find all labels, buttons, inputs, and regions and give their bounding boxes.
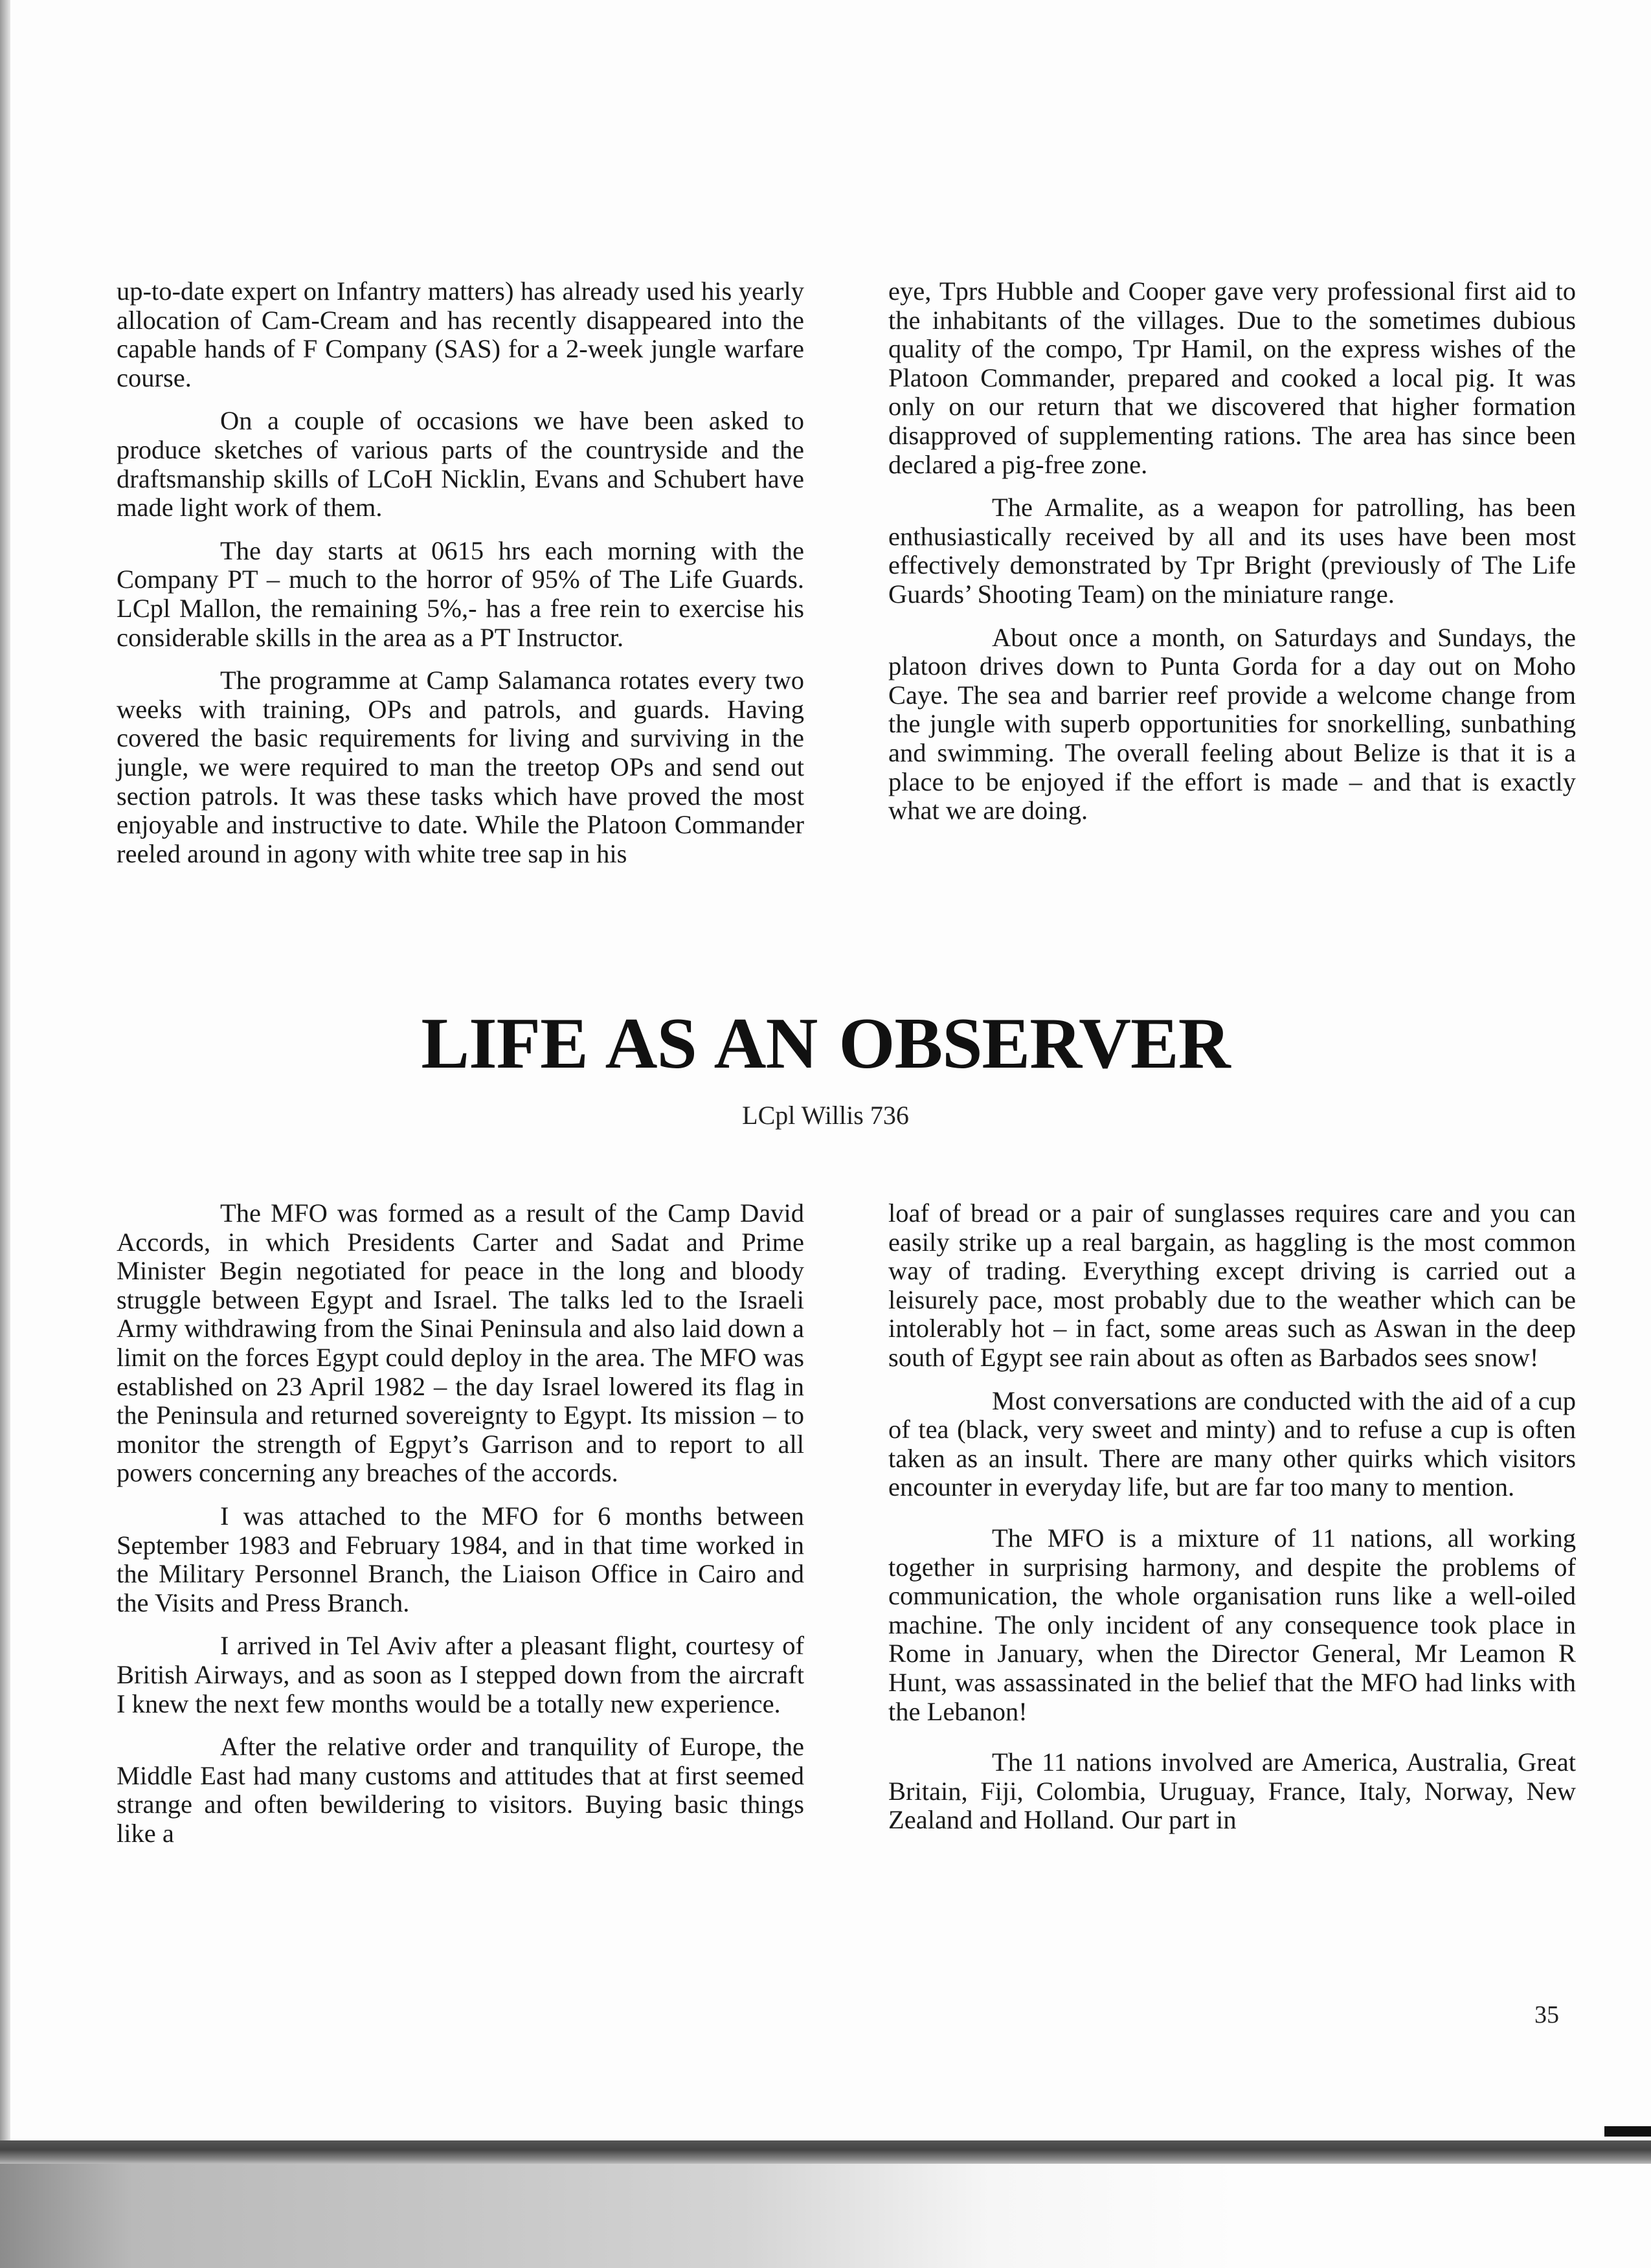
scan-left-edge <box>0 0 10 2268</box>
page-number: 35 <box>1534 2001 1559 2028</box>
paragraph: About once a month, on Saturdays and Sundays, the platoon drives down to Punta Gorda for a day out on Moho Caye. The sea and barrier reef provide a welcome change from the jungle with superb opportunities for snorkelling, sunbathing and swimming. The overall feeling about Belize is that it is a place to be enjoyed if the effort is made – and that is exactly what we are doing. <box>888 622 1576 825</box>
previous-article-left-column <box>117 277 804 882</box>
scan-artifact-tab <box>1604 2126 1651 2137</box>
scan-bottom-shadow <box>0 2164 1651 2268</box>
paragraph: The 11 nations involved are America, Australia, Great Britain, Fiji, Colombia, Uruguay, France, Italy, Norway, New Zealand and Holland. Our part in <box>888 1747 1576 1835</box>
paragraph: On a couple of occasions we have been asked to produce sketches of various parts of the countryside and the draftsmanship skills of LCoH Nicklin, Evans and Schubert have made light work of them. <box>117 406 804 522</box>
paragraph: I arrived in Tel Aviv after a pleasant flight, courtesy of British Airways, and as soon as I stepped down from the aircraft I knew the next few months would be a totally new experience. <box>117 1631 804 1718</box>
paragraph: After the relative order and tranquility of Europe, the Middle East had many customs and attitudes that at first seemed strange and often bewildering to visitors. Buying basic things like a <box>117 1732 804 1848</box>
paragraph: The Armalite, as a weapon for patrolling, has been enthusiastically received by all and its uses have been most effectively demonstrated by Tpr Bright (previously of The Life Guards’ Shooting Team) on the miniature range. <box>888 493 1576 609</box>
previous-article-right-column <box>888 277 1576 840</box>
paragraph: The MFO was formed as a result of the Camp David Accords, in which Presidents Carter and Sadat and Prime Minister Begin negotiated for peace in the long and bloody struggle between Egypt and Israel. The talks led to the Israeli Army withdrawing from the Sinai Peninsula and also laid down a limit on the forces Egypt could deploy in the area. The MFO was established on 23 April 1982 – the day Israel lowered its flag in the Peninsula and returned sovereignty to Egypt. Its mission – to monitor the strength of Egpyt’s Garrison and to report to all powers concerning any breaches of the accords. <box>117 1198 804 1488</box>
paragraph: Most conversations are conducted with the aid of a cup of tea (black, very sweet and minty) and to refuse a cup is often taken as an insult. There are many other quirks which visitors encounter in everyday life, but are far too many to mention. <box>888 1386 1576 1502</box>
paragraph: The programme at Camp Salamanca rotates every two weeks with training, OPs and patrols, and guards. Having covered the basic requirements for living and surviving in the jungle, we were required to man the treetop OPs and send out section patrols. It was these tasks which have proved the most enjoyable and instructive to date. While the Platoon Commander reeled around in agony with white tree sap in his <box>117 666 804 868</box>
paragraph: The MFO is a mixture of 11 nations, all working together in surprising harmony, and despite the problems of communication, the whole organisation runs like a well-oiled machine. The only incident of any consequence took place in Rome in January, when the Director General, Mr Leamon R Hunt, was assassinated in the belief that the MFO had links with the Lebanon! <box>888 1523 1576 1726</box>
scan-bottom-edge <box>0 2140 1651 2164</box>
paragraph: I was attached to the MFO for 6 months between September 1983 and February 1984, and in that time worked in the Military Personnel Branch, the Liaison Office in Cairo and the Visits and Press Branch. <box>117 1501 804 1617</box>
article-title: LIFE AS AN OBSERVER <box>421 1004 1230 1084</box>
article-left-column <box>117 1199 804 1862</box>
article-right-column <box>888 1199 1576 1849</box>
paragraph: The day starts at 0615 hrs each morning with the Company PT – much to the horror of 95% of The Life Guards. LCpl Mallon, the remaining 5%,- has a free rein to exercise his considerable skills in the area as a PT Instructor. <box>117 535 804 652</box>
paragraph: loaf of bread or a pair of sunglasses requires care and you can easily strike up a real bargain, as haggling is the most common way of trading. Everything except driving is carried out a leisurely pace, most probably due to the weather which can be intolerably hot – in fact, some areas such as Aswan in the deep south of Egypt see rain about as often as Barbados sees snow! <box>888 1198 1576 1372</box>
paragraph: up-to-date expert on Infantry matters) has already used his yearly allocation of Cam-Cream and has recently disappeared into the capable hands of F Company (SAS) for a 2-week jungle warfare course. <box>117 276 804 392</box>
paragraph: eye, Tprs Hubble and Cooper gave very professional first aid to the inhabitants of the villages. Due to the sometimes dubious quality of the compo, Tpr Hamil, on the express wishes of the Platoon Commander, prepared and cooked a local pig. It was only on our return that we discovered that higher formation disapproved of supplementing rations. The area has since been declared a pig-free zone. <box>888 276 1576 479</box>
article-byline: LCpl Willis 736 <box>742 1101 909 1130</box>
